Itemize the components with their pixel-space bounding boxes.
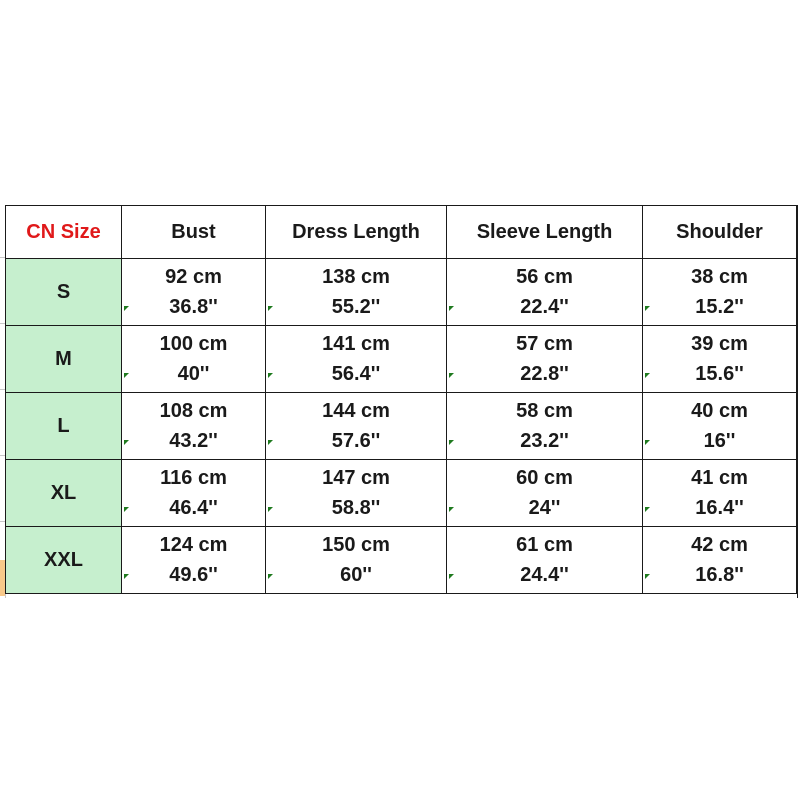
cell-marker-icon <box>449 507 454 512</box>
cell-marker-icon <box>124 440 129 445</box>
dress-cm: 138 cm <box>322 266 390 288</box>
shoulder-in: 16.4'' <box>695 497 744 519</box>
cell-marker-icon <box>645 507 650 512</box>
sleeve-in: 24'' <box>528 497 561 519</box>
cell-marker-icon <box>645 306 650 311</box>
cell-marker-icon <box>645 373 650 378</box>
cell-marker-icon <box>268 306 273 311</box>
table-row <box>6 527 797 594</box>
bust-cell <box>122 393 266 460</box>
dress-cm: 150 cm <box>322 534 390 556</box>
header-bust: Bust <box>122 206 266 259</box>
table-row <box>6 460 797 527</box>
bust-cm: 124 cm <box>159 534 228 556</box>
cell-marker-icon <box>449 440 454 445</box>
shoulder-cell <box>643 527 797 594</box>
shoulder-cm: 41 cm <box>691 467 748 489</box>
table-row <box>6 393 797 460</box>
sleeve-length-cell <box>447 460 643 527</box>
sleeve-length-cell <box>447 326 643 393</box>
dress-cm: 141 cm <box>322 333 390 355</box>
sleeve-cm: 57 cm <box>516 333 573 355</box>
shoulder-cm: 40 cm <box>691 400 748 422</box>
sleeve-cm: 56 cm <box>516 266 573 288</box>
header-dress-length: Dress Length <box>266 206 447 259</box>
header-sleeve-length: Sleeve Length <box>447 206 643 259</box>
sleeve-in: 24.4'' <box>520 564 569 586</box>
dress-length-cell <box>266 527 447 594</box>
shoulder-cell <box>643 393 797 460</box>
cell-marker-icon <box>268 373 273 378</box>
bust-in: 43.2'' <box>169 430 218 452</box>
bust-cell <box>122 460 266 527</box>
cell-marker-icon <box>449 574 454 579</box>
shoulder-cell <box>643 326 797 393</box>
size-chart-table <box>5 205 797 594</box>
bust-cm: 100 cm <box>159 333 228 355</box>
size-label: S <box>6 259 122 326</box>
shoulder-cell <box>643 460 797 527</box>
bust-in: 36.8'' <box>169 296 218 318</box>
cell-marker-icon <box>449 373 454 378</box>
sleeve-length-cell <box>447 393 643 460</box>
cell-marker-icon <box>645 574 650 579</box>
header-cn-size: CN Size <box>6 206 122 259</box>
bust-cell <box>122 527 266 594</box>
dress-length-cell <box>266 393 447 460</box>
shoulder-cm: 38 cm <box>691 266 748 288</box>
dress-in: 55.2'' <box>331 296 381 318</box>
cell-marker-icon <box>124 507 129 512</box>
sleeve-in: 22.4'' <box>520 296 569 318</box>
dress-length-cell <box>266 259 447 326</box>
shoulder-in: 16'' <box>703 430 736 452</box>
bust-in: 49.6'' <box>169 564 218 586</box>
cell-marker-icon <box>124 306 129 311</box>
sleeve-cm: 60 cm <box>516 467 573 489</box>
sleeve-cm: 61 cm <box>516 534 573 556</box>
dress-in: 57.6'' <box>331 430 381 452</box>
dress-in: 60'' <box>340 564 372 586</box>
shoulder-cell <box>643 259 797 326</box>
table-row <box>6 259 797 326</box>
bust-cm: 116 cm <box>160 467 227 489</box>
bust-cell <box>122 326 266 393</box>
size-label: XL <box>6 460 122 527</box>
dress-in: 58.8'' <box>331 497 381 519</box>
cell-marker-icon <box>124 574 129 579</box>
shoulder-cm: 39 cm <box>691 333 748 355</box>
bust-cm: 92 cm <box>165 266 222 288</box>
cell-marker-icon <box>645 440 650 445</box>
sleeve-in: 22.8'' <box>520 363 569 385</box>
dress-cm: 147 cm <box>322 467 390 489</box>
sleeve-cm: 58 cm <box>516 400 573 422</box>
sleeve-in: 23.2'' <box>520 430 569 452</box>
cell-marker-icon <box>268 507 273 512</box>
table-row <box>6 326 797 393</box>
shoulder-cm: 42 cm <box>691 534 748 556</box>
header-shoulder: Shoulder <box>643 206 797 259</box>
cell-marker-icon <box>124 373 129 378</box>
cell-marker-icon <box>268 574 273 579</box>
cell-marker-icon <box>268 440 273 445</box>
size-label: L <box>6 393 122 460</box>
dress-in: 56.4'' <box>331 363 381 385</box>
bust-in: 46.4'' <box>169 497 218 519</box>
shoulder-in: 15.6'' <box>695 363 744 385</box>
size-label: M <box>6 326 122 393</box>
header-row <box>6 206 797 259</box>
bust-cm: 108 cm <box>159 400 228 422</box>
shoulder-in: 16.8'' <box>695 564 744 586</box>
bust-cell <box>122 259 266 326</box>
sleeve-length-cell <box>447 259 643 326</box>
sleeve-length-cell <box>447 527 643 594</box>
cell-marker-icon <box>449 306 454 311</box>
size-label: XXL <box>6 527 122 594</box>
dress-length-cell <box>266 326 447 393</box>
dress-length-cell <box>266 460 447 527</box>
dress-cm: 144 cm <box>322 400 390 422</box>
bust-in: 40'' <box>177 363 210 385</box>
shoulder-in: 15.2'' <box>695 296 744 318</box>
size-chart-sheet <box>0 205 800 598</box>
